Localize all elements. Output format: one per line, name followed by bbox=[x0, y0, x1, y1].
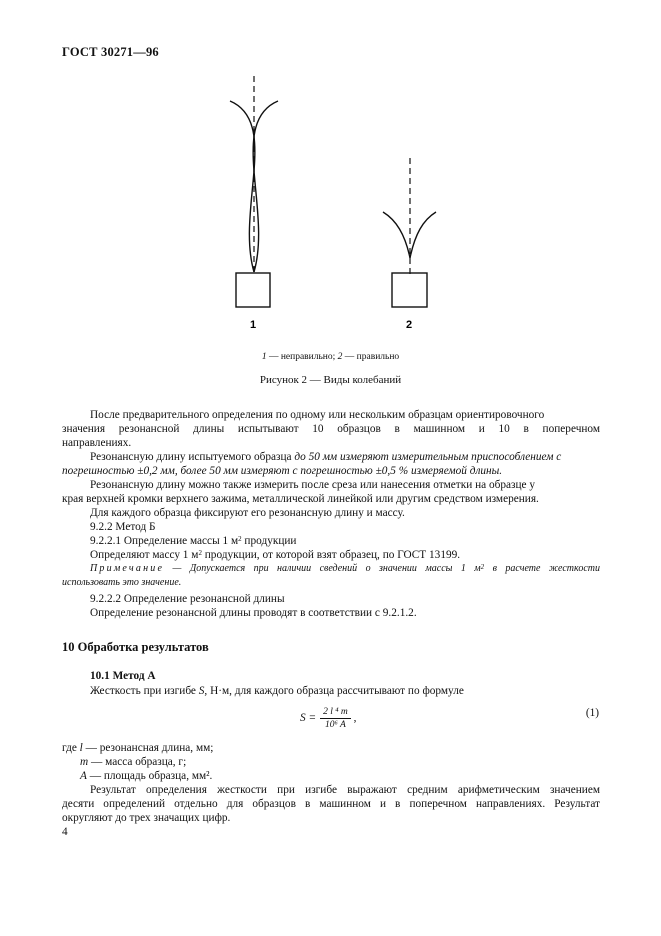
section-9-2-2: 9.2.2 Метод Б bbox=[90, 521, 156, 533]
paragraph-resonance-alt: Резонансную длину можно также измерить после среза или нанесения отметки на образце у края верхней кромки верхнего зажима, металлической линейкой или другим средством измерения. bbox=[62, 479, 539, 505]
paragraph-mass: Определяют массу 1 $м^2$ продукции, от которой взят образец, по ГОСТ 13199. bbox=[90, 549, 461, 561]
clamp-1 bbox=[236, 273, 270, 307]
paragraph-resonance-measure: Резонансную длину испытуемого образца до 50 мм измеряют измерительным приспособлением с погрешностью ±0,2 мм, более 50 мм измеряют с погрешностью ±0,5 % измеряемой длины. bbox=[62, 451, 562, 477]
curve-right-2 bbox=[410, 212, 436, 258]
paragraph-result: Результат определения жесткости при изгибе выражают средним арифметическим значением десяти определений отдельно для образцов в машинном и в поперечном направлениях. Результат округляют до трех значащих цифр. bbox=[62, 784, 600, 824]
where-a: A — площадь образца, мм². bbox=[80, 770, 213, 782]
equation-number: (1) bbox=[585, 707, 599, 719]
figure-legend: 1 — неправильно; 2 — правильно bbox=[261, 352, 400, 362]
section-9-2-2-1: 9.2.2.1 Определение массы 1 $м^2$ продукции bbox=[90, 535, 297, 547]
paragraph-record: Для каждого образца фиксируют его резонансную длину и массу. bbox=[90, 507, 405, 519]
section-9-2-2-2: 9.2.2.2 Определение резонансной длины bbox=[90, 593, 285, 605]
oscillation-figure bbox=[0, 70, 661, 340]
figure-caption: Рисунок 2 — Виды колебаний bbox=[259, 374, 402, 386]
page-number: 4 bbox=[62, 826, 68, 838]
figure-label-1: 1 bbox=[250, 319, 257, 331]
paragraph-stiffness: Жесткость при изгибе S, Н·м, для каждого образца рассчитывают по формуле bbox=[90, 685, 464, 697]
where-m: m — масса образца, г; bbox=[80, 756, 187, 768]
where-l: где l — резонансная длина, мм; bbox=[62, 742, 214, 754]
section-10-title: 10 Обработка результатов bbox=[62, 640, 209, 654]
note: Примечание — Допускается при наличии сведений о значении массы 1 $м^2$ в расчете жесткости использовать это значение. bbox=[62, 563, 600, 588]
curve-left-1 bbox=[230, 101, 255, 272]
formula-numerator: 2 l ⁴ m bbox=[320, 707, 351, 719]
curve-right-1 bbox=[253, 101, 278, 272]
formula-denominator: 10⁶ A bbox=[325, 720, 346, 730]
formula-stiffness: S = $\frac{\text{2 l ⁴ m}}{\text{10⁶ A}}$ , bbox=[300, 707, 357, 730]
clamp-2 bbox=[392, 273, 427, 307]
paragraph-resonance-def: Определение резонансной длины проводят в соответствии с 9.2.1.2. bbox=[90, 607, 417, 619]
section-10-1-title: 10.1 Метод А bbox=[90, 670, 156, 682]
paragraph-preliminary: После предварительного определения по одному или нескольким образцам ориентировочного значения резонансной длины испытывают 10 образцов в машинном и 10 в поперечном направлениях. bbox=[62, 409, 600, 449]
document-header: ГОСТ 30271—96 bbox=[62, 45, 159, 59]
curve-left-2 bbox=[383, 212, 410, 258]
figure-label-2: 2 bbox=[406, 319, 413, 331]
